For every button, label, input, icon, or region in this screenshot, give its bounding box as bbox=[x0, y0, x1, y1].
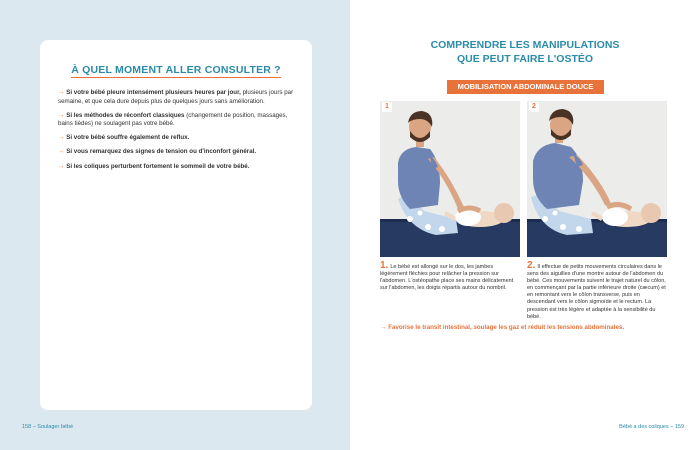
arrow-icon: → bbox=[380, 324, 387, 331]
arrow-icon: → bbox=[58, 134, 65, 142]
list-item: → Si votre bébé souffre également de reflux. bbox=[58, 134, 190, 142]
photo-number: 2 bbox=[529, 102, 539, 112]
list-item: → Si vous remarquez des signes de tension ou d'inconfort général. bbox=[58, 148, 257, 156]
arrow-icon: → bbox=[58, 111, 65, 119]
arrow-icon: → bbox=[58, 89, 65, 96]
step-2-photo bbox=[527, 101, 667, 257]
list-item: → Si votre bébé pleure intensément plusieurs heures par jour, plusieurs jours par semaine, et que cela dure depuis plus de quelques jours sans amélioration. bbox=[58, 89, 294, 105]
step-1-photo bbox=[380, 101, 520, 257]
page-number-right: Bébé a des coliques – 159 bbox=[619, 424, 684, 430]
consult-list bbox=[58, 89, 298, 177]
arrow-icon: → bbox=[58, 148, 65, 156]
section-title: COMPRENDRE LES MANIPULATIONS QUE PEUT FAIRE L'OSTÉO bbox=[430, 39, 620, 65]
card-title: À QUEL MOMENT ALLER CONSULTER ? bbox=[71, 64, 281, 76]
right-page bbox=[350, 0, 700, 450]
list-item: → Si les coliques perturbent fortement le sommeil de votre bébé. bbox=[58, 162, 250, 170]
step-number: 2. bbox=[527, 260, 536, 271]
step-2-caption: 2. Il effectue de petits mouvements circulaires dans le sens des aiguilles d'une montre autour de l'abdomen du bébé. Ces mouvements suivent le trajet naturel du côlon, en commençant par la partie inférieure droite (cæcum) et en remontant vers le côlon transverse, puis en descendant vers le côlon sigmoïde et le rectum. La pression est très légère et adaptée à la sensibilité du bébé. bbox=[527, 260, 666, 320]
arrow-icon: → bbox=[58, 162, 65, 170]
list-item: → Si les méthodes de réconfort classiques (changement de position, massages, bains tièdes) ne soulagent pas votre bébé. bbox=[58, 111, 288, 128]
photo-number: 1 bbox=[382, 102, 392, 112]
osteopath-illustration bbox=[527, 101, 667, 257]
osteopath-illustration bbox=[380, 101, 520, 257]
conclusion-note: → Favorise le transit intestinal, soulage les gaz et réduit les tensions abdominales. bbox=[380, 324, 625, 331]
consult-card bbox=[40, 40, 312, 410]
step-1-caption: 1. Le bébé est allongé sur le dos, les jambes légèrement fléchies pour relâcher la pression sur l'abdomen. L'ostéopathe place ses mains délicatement sur l'abdomen, les doigts répartis autour du nombril. bbox=[380, 260, 514, 292]
step-number: 1. bbox=[380, 260, 389, 271]
page-number-left: 158 – Soulager bébé bbox=[22, 424, 74, 430]
technique-banner: MOBILISATION ABDOMINALE DOUCE bbox=[447, 80, 604, 94]
